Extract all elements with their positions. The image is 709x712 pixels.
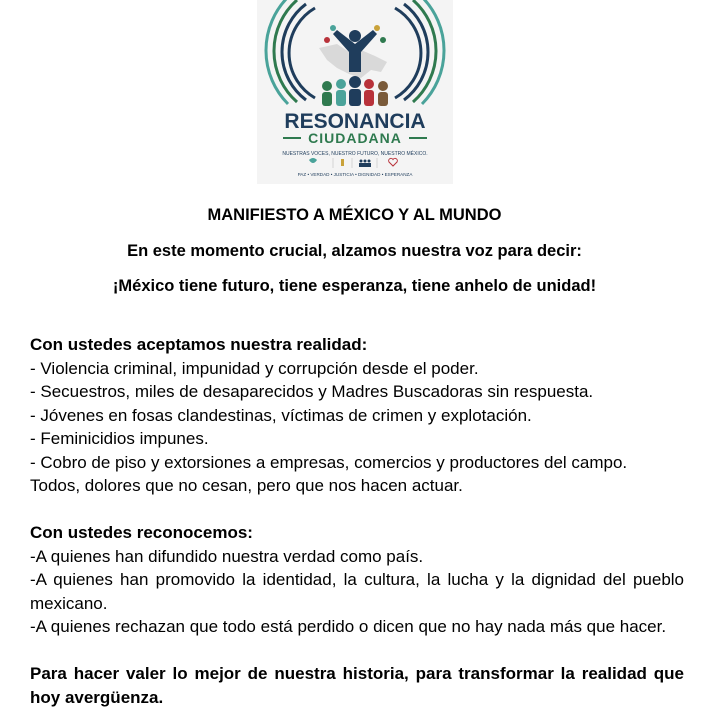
manifesto-body bbox=[30, 333, 684, 709]
list-item: -A quienes han difundido nuestra verdad como país. bbox=[30, 546, 424, 566]
section1-closing: Todos, dolores que no cesan, pero que nos hacen actuar. bbox=[30, 476, 463, 495]
list-item: - Feminicidios impunes. bbox=[30, 429, 209, 448]
resonancia-ciudadana-logo bbox=[257, 0, 453, 184]
section2-heading: Con ustedes reconocemos: bbox=[30, 523, 253, 542]
manifesto-title: MANIFIESTO A MÉXICO Y AL MUNDO bbox=[207, 206, 502, 224]
manifesto-slogan: ¡México tiene futuro, tiene esperanza, tiene anhelo de unidad! bbox=[112, 277, 597, 295]
logo-word-resonancia: RESONANCIA bbox=[284, 110, 426, 133]
section3-heading: Para hacer valer lo mejor de nuestra historia, para transformar la realidad que hoy avergüenza. bbox=[30, 664, 684, 707]
logo-values: PAZ • VERDAD • JUSTICIA • DIGNIDAD • ESPERANZA bbox=[297, 172, 413, 177]
list-item: - Cobro de piso y extorsiones a empresas, comercios y productores del campo. bbox=[30, 452, 628, 472]
list-item: - Jóvenes en fosas clandestinas, víctimas de crimen y explotación. bbox=[30, 405, 532, 425]
list-item: -A quienes rechazan que todo está perdido o dicen que no hay nada más que hacer. bbox=[30, 617, 667, 636]
list-item: - Secuestros, miles de desaparecidos y Madres Buscadoras sin respuesta. bbox=[30, 382, 594, 401]
manifesto-subtitle: En este momento crucial, alzamos nuestra voz para decir: bbox=[127, 242, 582, 260]
section1-heading: Con ustedes aceptamos nuestra realidad: bbox=[30, 335, 368, 354]
list-item: -A quienes han promovido la identidad, la cultura, la lucha y la dignidad del pueblo mexicano. bbox=[30, 570, 684, 613]
logo-tagline: NUESTRAS VOCES, NUESTRO FUTURO, NUESTRO MÉXICO. bbox=[282, 151, 428, 157]
logo-word-ciudadana: CIUDADANA bbox=[308, 130, 402, 146]
list-item: - Violencia criminal, impunidad y corrupción desde el poder. bbox=[30, 358, 479, 378]
